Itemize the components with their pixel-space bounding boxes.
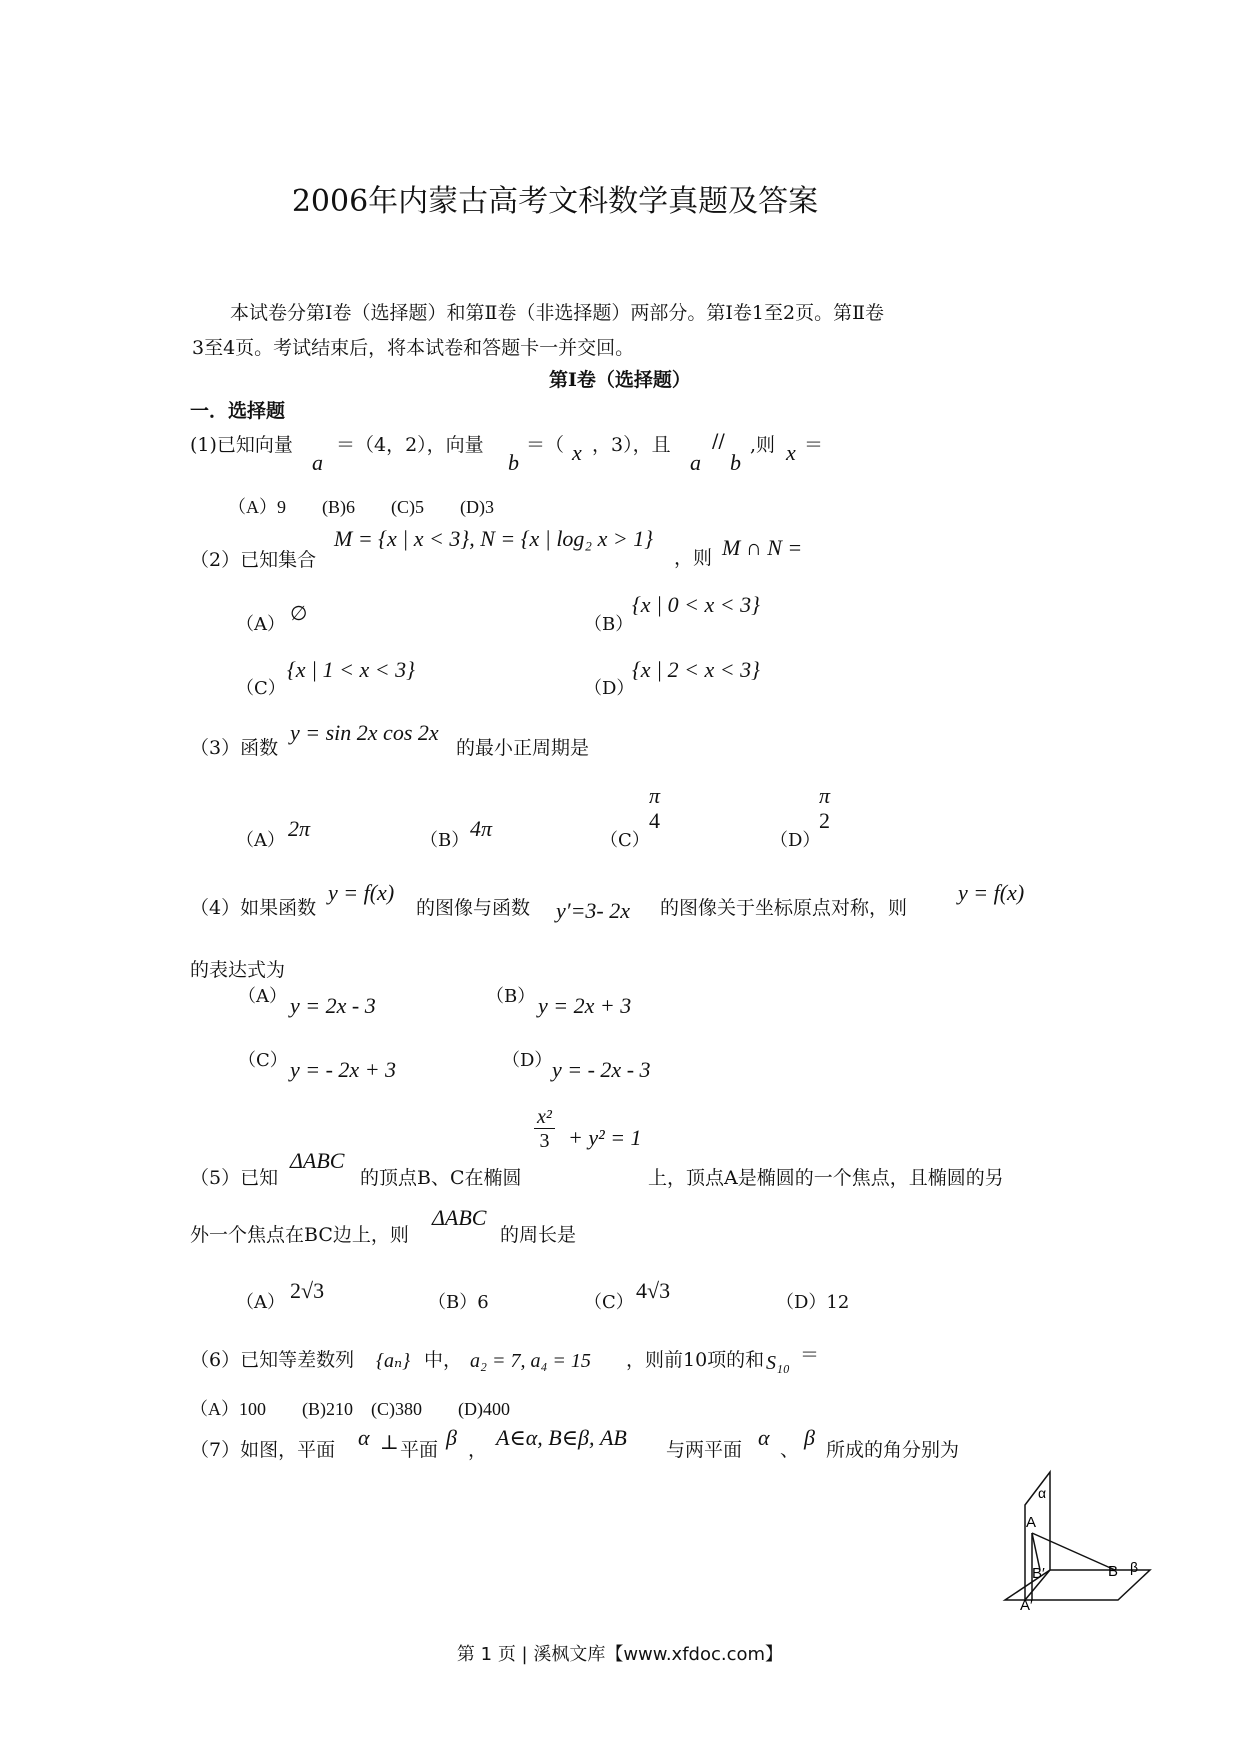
q4-stem: （4）如果函数	[190, 897, 317, 919]
q5-stem: （5）已知	[190, 1167, 279, 1189]
q1-stem-c: ＝（	[526, 434, 565, 456]
q2-opt-c-label: （C）	[236, 678, 286, 699]
q4-line-2: 的表达式为	[190, 959, 286, 981]
q1-stem-e: ,则	[750, 434, 776, 456]
q1-options: （A）9 (B)6 (C)5 (D)3	[228, 497, 494, 517]
q4-opt-d-value: y = - 2x - 3	[552, 1057, 651, 1082]
q2-then: ，则	[674, 547, 713, 569]
q5-opt-a-value: 2√3	[290, 1278, 325, 1303]
fig-label-beta: β	[1130, 1559, 1139, 1575]
fig-label-A-prime: A′	[1020, 1597, 1033, 1610]
q3-opt-b-label: （B）	[420, 830, 470, 851]
q7-beta-2: β	[804, 1425, 815, 1450]
q2-opt-d-value: {x | 2 < x < 3}	[632, 657, 760, 682]
q6-mid2: ，则前10项的和	[626, 1349, 765, 1371]
q2-opt-c-value: {x | 1 < x < 3}	[287, 657, 415, 682]
q7-mid: 平面	[400, 1439, 439, 1461]
q3-opt-a-value: 2π	[288, 816, 311, 841]
q2-opt-b-label: （B）	[584, 614, 634, 635]
q7-comma: ，	[468, 1439, 488, 1461]
q7-tail: 所成的角分别为	[826, 1439, 960, 1461]
q5-mid2: 上，顶点A是椭圆的一个焦点，且椭圆的另	[648, 1167, 1004, 1189]
q2-opt-b-value: {x | 0 < x < 3}	[632, 592, 760, 617]
intro-line-2: 3至4页。考试结束后，将本试卷和答题卡一并交回。	[192, 337, 635, 359]
q6-condition: a₂ = 7, a₄ = 15	[470, 1350, 591, 1372]
q5-opt-d: （D）12	[776, 1292, 850, 1313]
q5-opt-b: （B）6	[428, 1292, 489, 1313]
q3-opt-c-den: 4	[649, 808, 661, 834]
q1-parallel-sign: //	[712, 430, 725, 452]
q1-parallel-b: b	[730, 450, 741, 475]
q3-opt-b-value: 4π	[470, 816, 493, 841]
q1-stem-a: (1)已知向量	[190, 434, 293, 456]
plane-beta	[1005, 1570, 1150, 1600]
q5-line2a: 外一个焦点在BC边上，则	[190, 1224, 409, 1246]
q3-opt-d-num: π	[819, 783, 831, 808]
q6-sequence: {aₙ}	[376, 1350, 411, 1372]
q1-parallel-a: a	[690, 450, 701, 475]
page-footer: 第 1 页 | 溪枫文库【www.xfdoc.com】	[456, 1644, 784, 1665]
q7-mid2: 与两平面	[666, 1439, 743, 1461]
q2-opt-d-label: （D）	[584, 678, 635, 699]
q4-opt-b-label: （B）	[486, 986, 536, 1007]
fig-label-alpha: α	[1038, 1485, 1047, 1501]
q1-stem-d: ，3），且	[592, 434, 671, 456]
q2-stem: （2）已知集合	[190, 549, 317, 571]
q3-opt-d-label: （D）	[770, 830, 821, 851]
q7-sep: 、	[780, 1439, 800, 1461]
q5-ellipse-tail: + y² = 1	[568, 1125, 642, 1150]
q7-beta: β	[446, 1425, 457, 1450]
q2-opt-a-label: （A）	[236, 614, 285, 635]
q5-triangle: ΔABC	[290, 1148, 345, 1173]
intro-line-1: 本试卷分第Ⅰ卷（选择题）和第Ⅱ卷（非选择题）两部分。第Ⅰ卷1至2页。第Ⅱ卷	[230, 302, 885, 324]
q5-opt-a-label: （A）	[236, 1292, 285, 1313]
q2-opt-a-value: ∅	[290, 601, 308, 625]
q4-opt-c-label: （C）	[238, 1050, 288, 1071]
q3-formula: y = sin 2x cos 2x	[290, 720, 439, 745]
fig-label-B: B	[1108, 1563, 1119, 1580]
q1-vector-a: a	[312, 450, 323, 475]
q3-opt-a-label: （A）	[236, 830, 285, 851]
q1-ask-x: x	[786, 440, 796, 465]
q4-opt-d-label: （D）	[502, 1050, 553, 1071]
q3-tail: 的最小正周期是	[456, 737, 590, 759]
q6-mid: 中，	[424, 1349, 463, 1371]
part-heading: 第Ⅰ卷（选择题）	[549, 369, 691, 391]
q4-mid: 的图像与函数	[416, 897, 531, 919]
q4-f3: y = f(x)	[958, 880, 1025, 905]
q3-opt-c-num: π	[649, 783, 661, 808]
q5-opt-c-label: （C）	[584, 1292, 634, 1313]
q5-triangle-2: ΔABC	[432, 1205, 487, 1230]
q5-line2b: 的周长是	[500, 1224, 577, 1246]
page-title: 2006年内蒙古高考文科数学真题及答案	[291, 184, 819, 219]
q5-opt-c-value: 4√3	[636, 1278, 671, 1303]
q5-frac-num: x²	[534, 1106, 555, 1129]
q2-formula: M = {x | x < 3}, N = {x | log₂ x > 1}	[334, 526, 653, 551]
q3-opt-d-fraction	[816, 784, 833, 835]
q5-frac-den: 3	[539, 1130, 550, 1152]
q4-opt-a-label: （A）	[238, 986, 287, 1007]
section-heading: 一．选择题	[190, 400, 286, 422]
q3-opt-c-fraction	[646, 784, 663, 835]
fig-label-A: A	[1026, 1514, 1037, 1531]
q7-alpha-2: α	[758, 1425, 770, 1450]
q3-opt-c-label: （C）	[600, 830, 650, 851]
q5-mid: 的顶点B、C在椭圆	[360, 1167, 522, 1189]
q4-opt-a-value: y = 2x - 3	[290, 993, 376, 1018]
q6-options: （A）100 (B)210 (C)380 (D)400	[190, 1399, 510, 1419]
q3-stem: （3）函数	[190, 737, 279, 759]
q4-mid2: 的图像关于坐标原点对称，则	[660, 897, 908, 919]
q6-stem: （6）已知等差数列	[190, 1349, 355, 1371]
q6-sum: S₁₀	[766, 1352, 790, 1374]
q7-condition: A∈α, B∈β, AB	[496, 1425, 627, 1450]
q4-f1: y = f(x)	[328, 880, 395, 905]
q4-f2: y′=3- 2x	[556, 898, 631, 923]
q5-ellipse-fraction	[534, 1106, 555, 1153]
fig-label-B-prime: B′	[1032, 1565, 1045, 1582]
q7-stem: （7）如图，平面	[190, 1439, 336, 1461]
q3-opt-d-den: 2	[819, 808, 831, 834]
q7-perp: ⊥	[380, 1430, 399, 1454]
q1-var-x: x	[572, 440, 582, 465]
q4-opt-c-value: y = - 2x + 3	[290, 1057, 397, 1082]
q1-stem-b: ＝（4，2），向量	[336, 434, 484, 456]
q2-ask: M ∩ N =	[722, 535, 803, 560]
q1-stem-f: ＝	[804, 434, 824, 456]
q7-alpha: α	[358, 1425, 370, 1450]
q1-vector-b: b	[508, 450, 519, 475]
q7-figure	[980, 1460, 1160, 1610]
q6-eq: ＝	[800, 1344, 820, 1366]
q4-opt-b-value: y = 2x + 3	[538, 993, 632, 1018]
